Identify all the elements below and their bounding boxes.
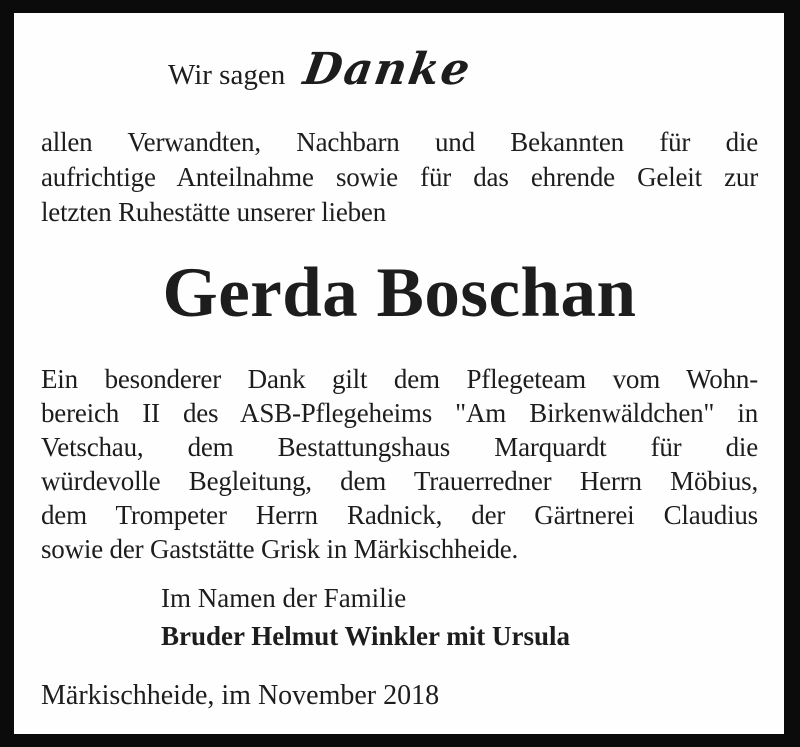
signature-line: Bruder Helmut Winkler mit Ursula (161, 621, 571, 651)
thanks-line: dem Trompeter Herrn Radnick, der Gärtnerei Claudius (41, 500, 758, 530)
thanks-line: würdevolle Begleitung, dem Trauerredner Herrn Möbius, (41, 466, 758, 496)
intro-paragraph (41, 125, 758, 230)
intro-line: letzten Ruhestätte unserer lieben (41, 197, 387, 227)
place-date-line: Märkischheide, im November 2018 (41, 680, 440, 711)
deceased-name: Gerda Boschan (162, 254, 637, 332)
intro-line: allen Verwandten, Nachbarn und Bekannten für die (41, 127, 758, 157)
family-attribution-line: Im Namen der Familie (161, 583, 407, 613)
thanks-paragraph (41, 362, 758, 566)
thanks-header (168, 45, 758, 105)
thanks-header-prefix: Wir sagen (168, 59, 286, 91)
thanks-line: Ein besonderer Dank gilt dem Pflegeteam vom Wohn- (41, 364, 758, 394)
thanks-line: bereich II des ASB-Pflegeheims "Am Birkenwäldchen" in (41, 398, 758, 428)
thanks-header-script-word: Danke (300, 44, 476, 95)
intro-line: aufrichtige Anteilnahme sowie für das ehrende Geleit zur (41, 162, 758, 192)
thanks-line: Vetschau, dem Bestattungshaus Marquardt für die (41, 432, 758, 462)
thanks-line: sowie der Gaststätte Grisk in Märkischheide. (41, 534, 519, 564)
